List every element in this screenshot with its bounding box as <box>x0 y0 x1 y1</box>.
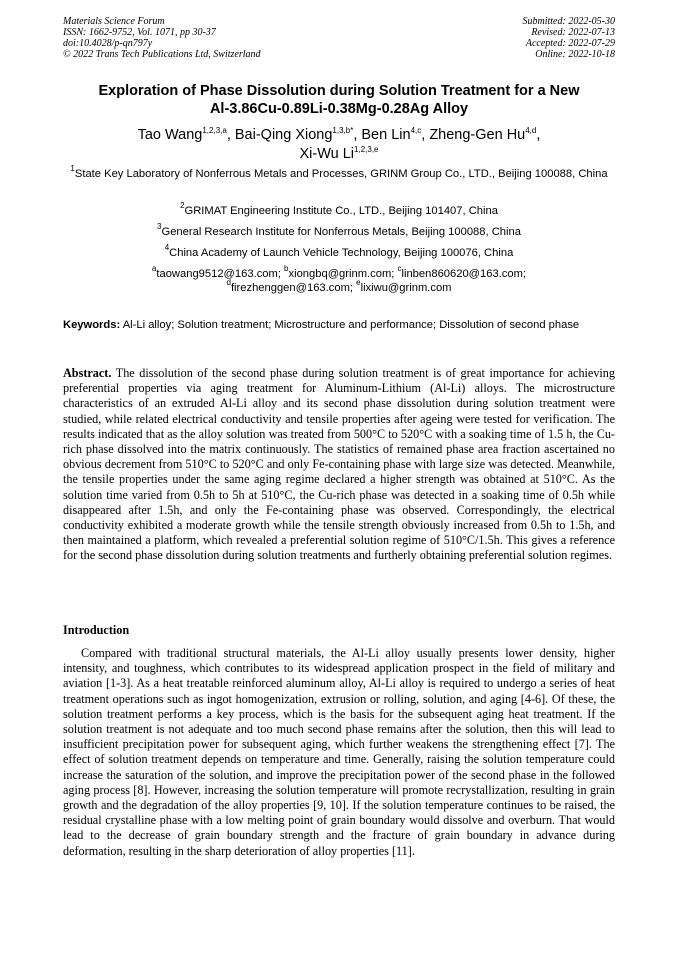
author-sup: 1,3,b* <box>332 126 354 135</box>
author-name: Ben Lin <box>361 127 411 143</box>
affiliation-sup: 4 <box>164 243 170 252</box>
author-name: Zheng-Gen Hu <box>429 127 526 143</box>
author-name: Tao Wang <box>137 127 203 143</box>
email-sup: e <box>356 278 361 287</box>
paper-title <box>63 82 615 118</box>
author-sup: 1,2,3,e <box>354 145 379 154</box>
email-sup: b <box>284 264 289 273</box>
introduction-paragraph: Compared with traditional structural materials, the Al-Li alloy usually presents lower density, higher intensity, and toughness, which contributes to its widespread application prospect in the field of military and aviation [1-3]. As a heat treatable reinforced aluminum alloy, Al-Li alloy is required to undergo a series of heat treatment operations such as ingot homogenization, extrusion or rolling, solution, and aging [4-6]. Of these, the solution treatment performs a key process, which is the basis for the subsequent aging heat treatment. If the solution treatment is not adequate and too much second phase remains after the solution, then this will lead to insufficient precipitation power for subsequent aging, which further weakens the strengthening effect [7]. The effect of solution treatment depends on temperature and time. Generally, raising the solution temperature could increase the saturation of the solution, and improve the precipitation power of the second phase in the followed aging process [8]. However, increasing the solution temperature will promote recrystallization, resulting in grain growth and the degradation of the alloy properties [9, 10]. If the solution temperature continues to be raised, the residual crystalline phase with a low melting point of grain boundary would dissolve and overburn. That would lead to the decrease of grain boundary strength and the fracture of grain boundary in advance during deformation, resulting in the sharp deterioration of alloy properties [11]. <box>63 646 615 858</box>
affiliation-text: General Research Institute for Nonferrous Metals, Beijing 100088, China <box>161 226 521 238</box>
issn-line: ISSN: 1662-9752, Vol. 1071, pp 30-37 <box>63 27 216 38</box>
email-sup: c <box>397 264 402 273</box>
keywords-text: Al-Li alloy; Solution treatment; Microstructure and performance; Dissolution of second phase <box>122 319 580 331</box>
journal-name: Materials Science Forum <box>63 16 165 27</box>
affiliation-4 <box>63 243 615 260</box>
author-sup: 1,2,3,a <box>202 126 227 135</box>
author-sup: 4,c <box>410 126 422 135</box>
history-info <box>523 16 616 60</box>
affiliation-text: China Academy of Launch Vehicle Technology, Beijing 100076, China <box>169 247 514 259</box>
email-list <box>63 264 615 295</box>
doi-line[interactable]: doi:10.4028/p-qn797y <box>63 38 153 49</box>
keywords <box>63 318 615 332</box>
email-sup: a <box>151 264 157 273</box>
author-name: Xi-Wu Li <box>299 146 355 162</box>
section-heading: Introduction <box>63 623 130 637</box>
email-link[interactable]: firezhenggen@163.com; <box>230 282 354 294</box>
affiliation-text: State Key Laboratory of Nonferrous Metals and Processes, GRINM Group Co., LTD., Beijing 100088, China <box>74 168 608 180</box>
email-link[interactable]: xiongbq@grinm.com; <box>288 268 395 280</box>
email-link[interactable]: taowang9512@163.com; <box>156 268 281 280</box>
revised-date: Revised: 2022-07-13 <box>531 27 615 38</box>
abstract <box>63 366 615 564</box>
author-sup: 4,d <box>525 126 537 135</box>
affiliation-sup: 2 <box>180 201 185 210</box>
affiliation-text: GRIMAT Engineering Institute Co., LTD., Beijing 101407, China <box>184 205 498 217</box>
affiliation-3 <box>63 222 615 239</box>
author-list: Tao Wang$^{1,2,3,a}$, Bai-Qing Xiong$^{1,3,b*}$, Ben Lin$^{4,c}$, Zheng-Gen Hu$^{4,d}$, Xi-Wu Li$^{1,2,3,e}$ <box>137 126 541 162</box>
keywords-label: Keywords: <box>63 319 121 331</box>
accepted-date: Accepted: 2022-07-29 <box>525 38 615 49</box>
submitted-date: Submitted: 2022-05-30 <box>522 16 615 27</box>
affiliation-sup: 3 <box>157 222 162 231</box>
online-date: Online: 2022-10-18 <box>535 49 615 60</box>
affiliation-1 <box>63 164 615 181</box>
copyright-line: © 2022 Trans Tech Publications Ltd, Switzerland <box>63 49 261 60</box>
email-sup: d <box>226 278 231 287</box>
author-name: Bai-Qing Xiong <box>234 127 333 143</box>
title-line-2: Al-3.86Cu-0.89Li-0.38Mg-0.28Ag Alloy <box>209 101 469 117</box>
abstract-text: The dissolution of the second phase during solution treatment is of great importance for achieving preferential properties via aging treatment for Aluminum-Lithium (Al-Li) alloys. The microstructure characteristics of an extruded Al-Li alloy and its second phase dissolution during solution treatment were studied, while related electrical conductivity and tensile properties after ageing were tested for verification. The results indicated that as the alloy solution was treated from 500°C to 520°C with a soaking time of 1.5 h, the Cu-rich phase dissolved into the matrix continuously. The statistics of remained phase area fraction ascertained no obvious decrement from 510°C to 520°C and only Fe-containing phase with large size was detected. Meanwhile, the tensile properties under the same aging regime declared a higher strength was obtained at 510°C. As the solution time varied from 0.5h to 5h at 510°C, the Cu-rich phase was detected in a soaking time of 0.5h while disappeared after 1.5h, and only the Fe-containing phase was observed. Correspondingly, the electrical conductivity exhibited a moderate growth while the tensile strength obviously increased from 0.5h to 1.5h, and then maintained a platform, which revealed a preferential solution regime of 510°C/1.5h. This gives a reference for the second phase dissolution during solution treatments and furtherly obtaining preferential solution regimes. <box>63 366 615 563</box>
journal-info <box>63 16 261 60</box>
abstract-label: Abstract. <box>63 366 112 380</box>
affiliation-2 <box>63 201 615 218</box>
title-line-1: Exploration of Phase Dissolution during Solution Treatment for a New <box>98 83 580 99</box>
email-link[interactable]: linben860620@163.com; <box>401 268 527 280</box>
email-link[interactable]: lixiwu@grinm.com <box>360 282 452 294</box>
affiliation-sup: 1 <box>70 164 75 173</box>
